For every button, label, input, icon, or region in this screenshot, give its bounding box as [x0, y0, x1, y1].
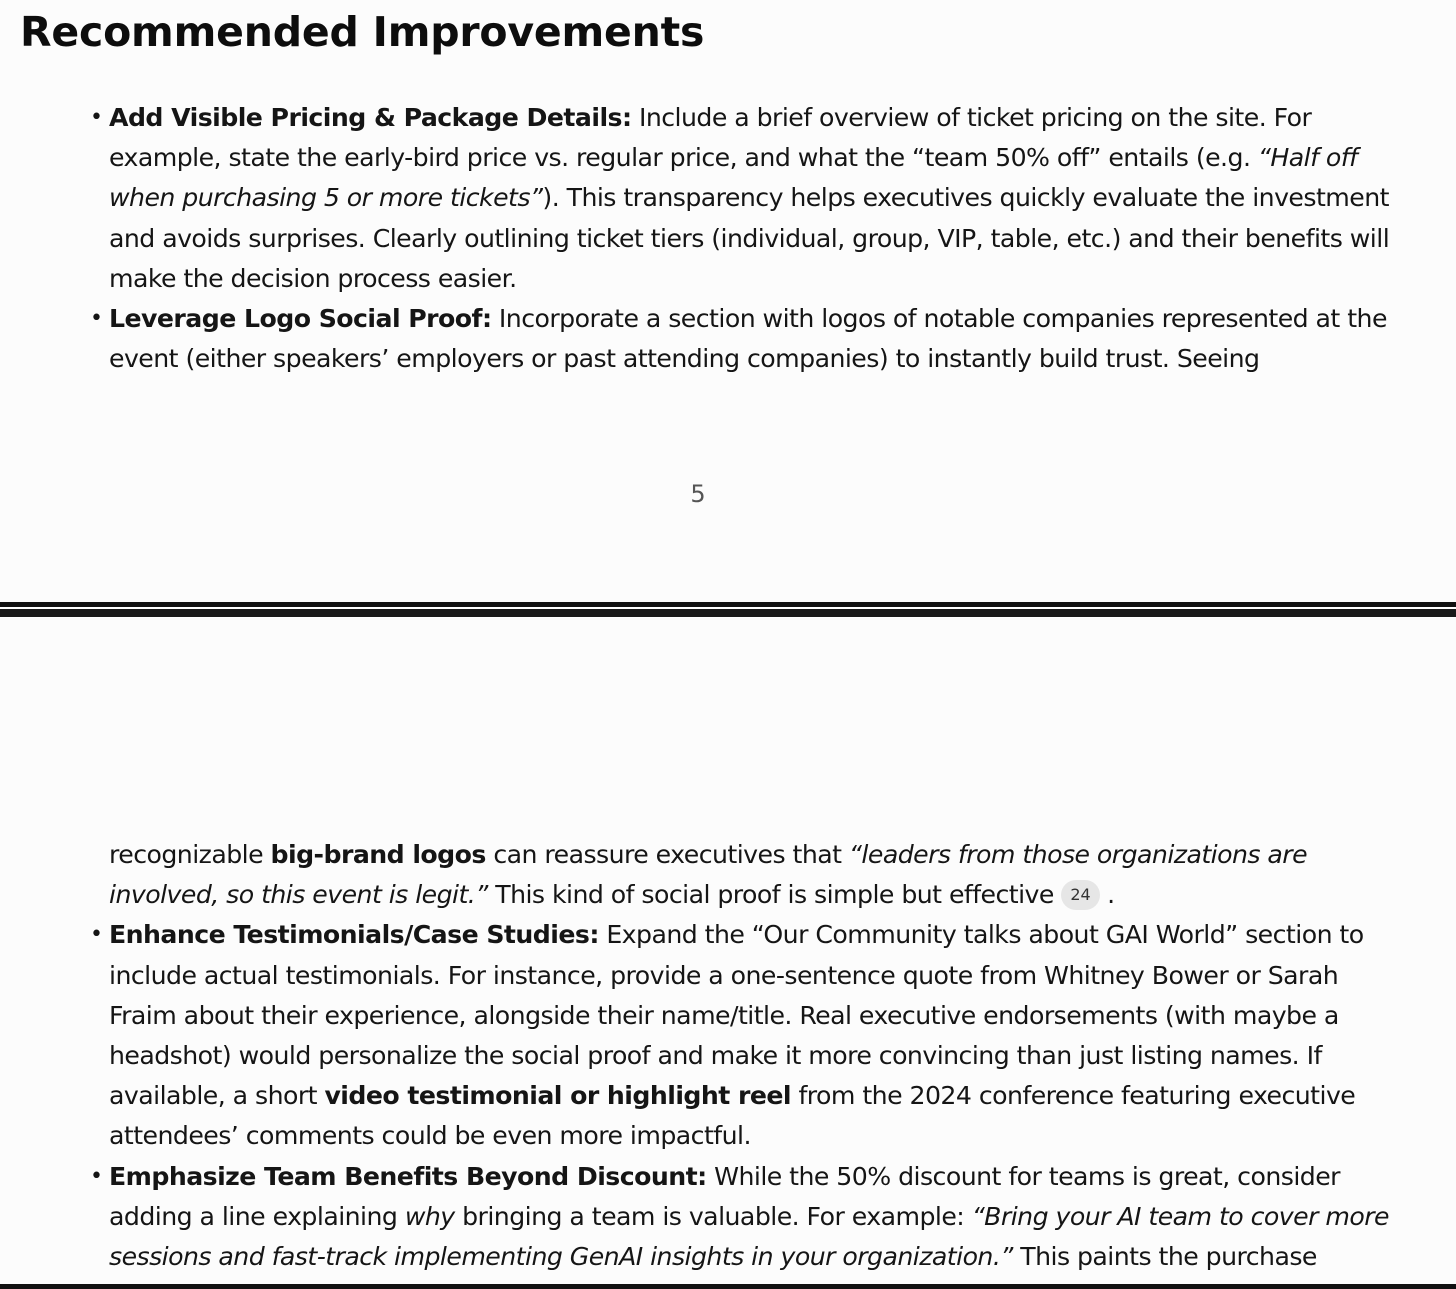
item-title: Enhance Testimonials/Case Studies:	[109, 920, 599, 950]
item-bold-text: big-brand logos	[270, 840, 486, 869]
list-item-logo-social-proof	[90, 299, 1399, 379]
document-page-6	[0, 618, 1456, 1285]
item-italic-text: “leaders from those organizations are involved, so this event is legit.”	[109, 840, 1308, 910]
bullet-marker: •	[90, 105, 103, 130]
item-title: Add Visible Pricing & Package Details:	[109, 103, 632, 132]
item-text: can reassure executives that	[485, 840, 849, 869]
page-separator	[0, 602, 1456, 618]
improvements-list-bottom	[90, 835, 1399, 1277]
bullet-marker: •	[90, 1163, 103, 1189]
list-item-continuation	[109, 835, 1399, 915]
list-item-team-benefits	[90, 1157, 1399, 1278]
page-bottom-edge	[0, 1284, 1456, 1289]
item-text: from the 2024 conference featuring executive attendees’ comments could be even more impactful.	[109, 1081, 1356, 1151]
item-text: This kind of social proof is simple but effective	[487, 880, 1062, 910]
item-italic-text: “Half off when purchasing 5 or more tickets”	[109, 143, 1358, 213]
list-item-testimonials	[90, 915, 1399, 1156]
bullet-marker: •	[90, 306, 103, 332]
bullet-marker: •	[90, 922, 103, 948]
item-text: ). This transparency helps executives quickly evaluate the investment and avoids surprises. Clearly outlining ticket tiers (individual, group, VIP, table, etc.) and their benefits will make the decision process easier.	[109, 183, 1390, 293]
item-text: Incorporate a section with logos of notable companies represented at the event (either speakers’ employers or past attending companies) to instantly build trust. Seeing	[109, 304, 1387, 374]
item-italic-text: why	[404, 1201, 455, 1231]
separator-line	[0, 609, 1456, 617]
list-item-pricing	[90, 98, 1399, 299]
document-page-5	[0, 0, 1456, 603]
item-text: While the 50% discount for teams is great, consider adding a line explaining	[109, 1161, 1340, 1231]
section-heading: Recommended Improvements	[20, 8, 705, 56]
item-text: This paints the purchase	[1012, 1242, 1317, 1272]
item-text: Expand the “Our Community talks about GAI World” section to include actual testimonials. For instance, provide a one-sentence quote from Whitney Bower or Sarah Fraim about their experience, alongside their name/title. Real executive endorsements (with maybe a headshot) would personalize the social proof and make it more convincing than just listing names. If available, a short	[109, 920, 1364, 1111]
item-text: Include a brief overview of ticket pricing on the site. For example, state the early-bird price vs. regular price, and what the “team 50% off” entails (e.g.	[109, 103, 1312, 173]
item-text: bringing a team is valuable. For example:	[454, 1201, 972, 1231]
item-italic-text: “Bring your AI team to cover more sessions and fast-track implementing GenAI insights in your organization.”	[109, 1201, 1389, 1272]
citation-badge[interactable]: 24	[1061, 880, 1099, 910]
item-title: Emphasize Team Benefits Beyond Discount:	[109, 1161, 707, 1191]
improvements-list-top	[90, 98, 1399, 379]
item-bold-text: video testimonial or highlight reel	[324, 1081, 792, 1111]
item-text: .	[1099, 880, 1115, 910]
separator-line	[0, 602, 1456, 607]
item-text: recognizable	[109, 840, 271, 869]
page-number: 5	[690, 480, 706, 508]
item-title: Leverage Logo Social Proof:	[109, 304, 492, 334]
